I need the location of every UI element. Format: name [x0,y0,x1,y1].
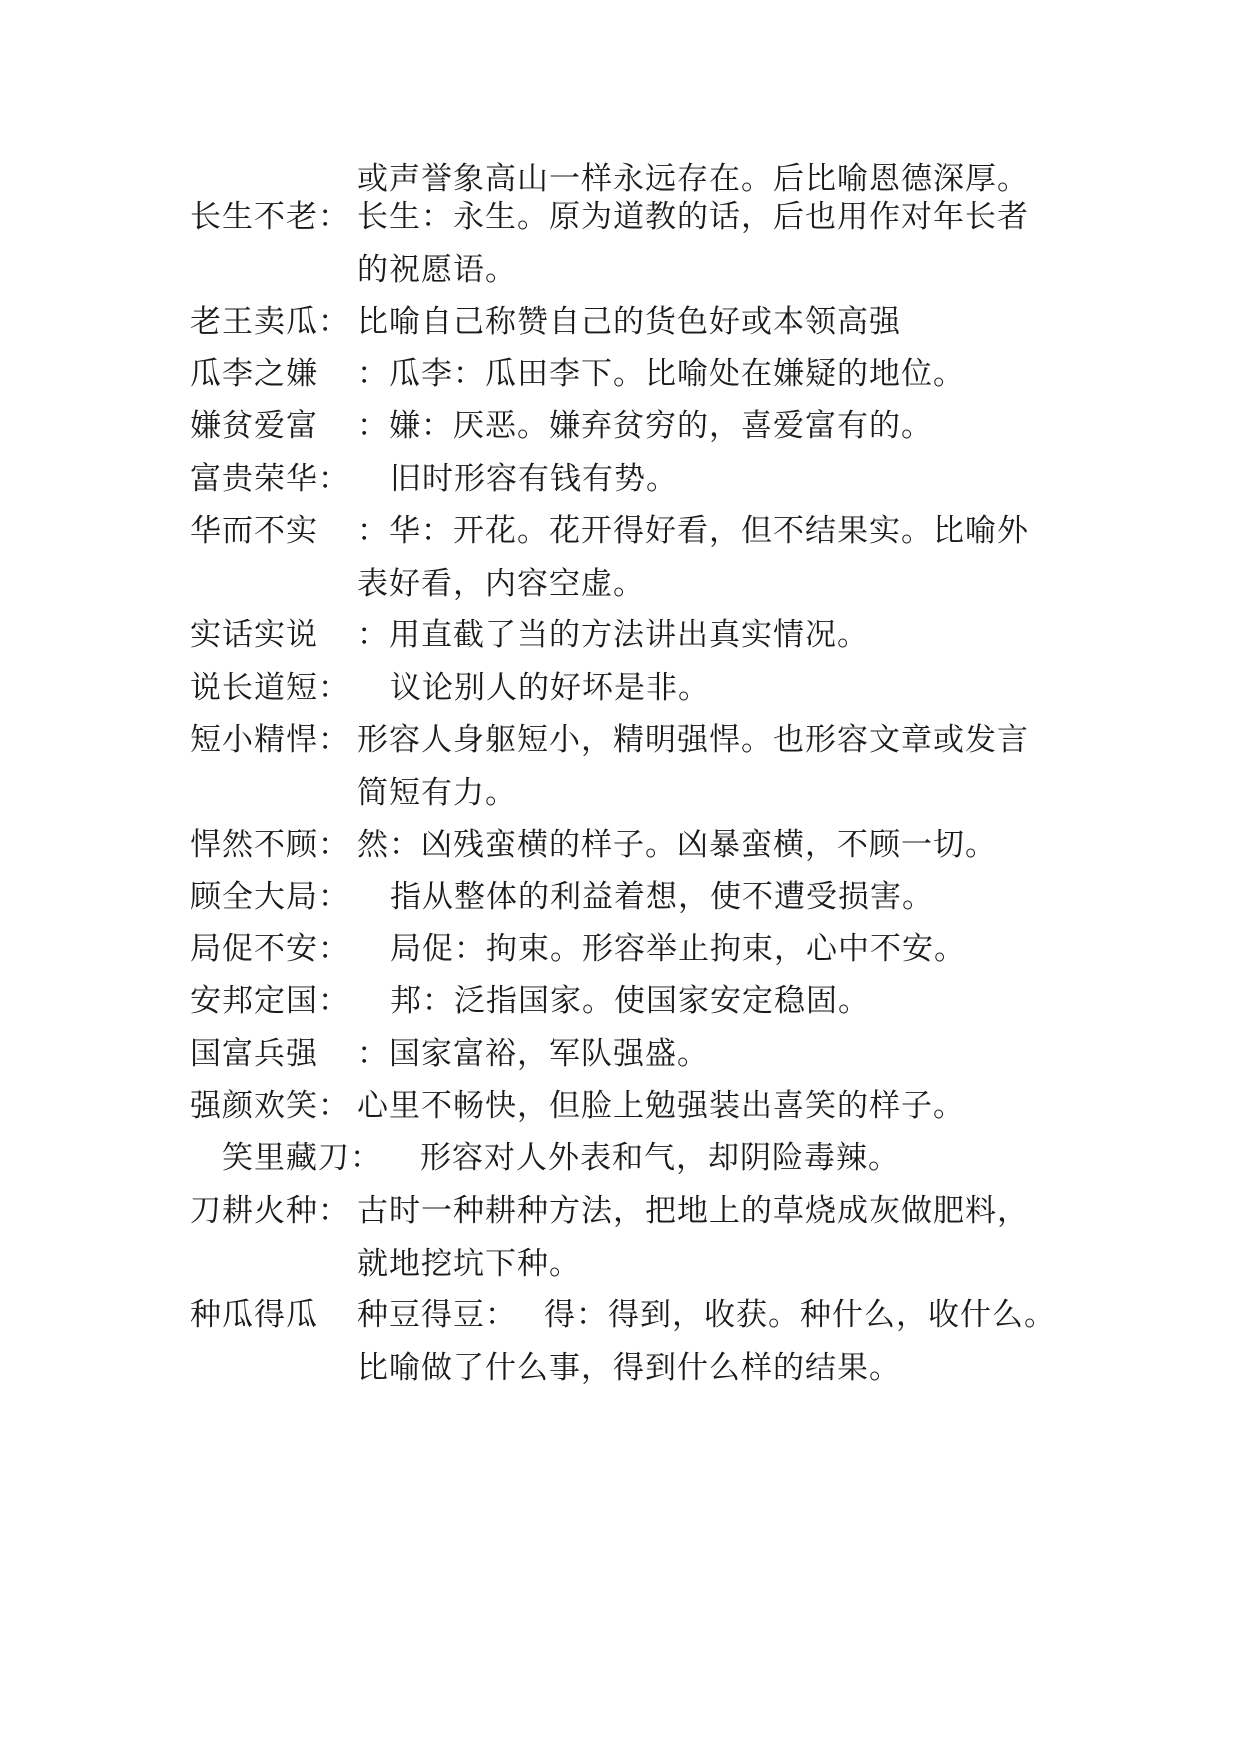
idiom-definition: 旧时形容有钱有势。 [390,461,678,497]
idiom-definition: 然：凶残蛮横的样子。凶暴蛮横，不顾一切。 [357,827,997,863]
idiom-definition-continued: 的祝愿语。 [357,252,517,288]
idiom-definition: 长生：永生。原为道教的话，后也用作对年长者 [357,199,1029,235]
idiom-term: 种瓜得瓜 [190,1297,318,1333]
idiom-definition: 指从整体的利益着想，使不遭受损害。 [390,879,934,915]
idiom-term: 实话实说 [190,617,318,653]
idiom-definition: ：瓜李：瓜田李下。比喻处在嫌疑的地位。 [357,356,965,392]
idiom-term: 刀耕火种： [190,1193,350,1229]
idiom-term: 说长道短： [190,670,350,706]
idiom-term: 短小精悍： [190,722,350,758]
idiom-definition: 心里不畅快，但脸上勉强装出喜笑的样子。 [357,1088,965,1124]
idiom-term: 华而不实 [190,513,318,549]
idiom-definition: 或声誉象高山一样永远存在。后比喻恩德深厚。 [357,161,1029,197]
idiom-definition: 议论别人的好坏是非。 [390,670,710,706]
idiom-definition-continued: 就地挖坑下种。 [357,1246,581,1282]
idiom-definition: 比喻自己称赞自己的货色好或本领高强 [357,304,901,340]
idiom-definition: ：嫌：厌恶。嫌弃贫穷的，喜爱富有的。 [357,408,933,444]
idiom-definition-continued: 表好看，内容空虚。 [357,566,645,602]
idiom-paired-term: 种豆得豆： [357,1297,517,1333]
idiom-term: 笑里藏刀： [222,1140,382,1176]
idiom-definition: 局促：拘束。形容举止拘束，心中不安。 [390,931,966,967]
idiom-definition: ：华：开花。花开得好看，但不结果实。比喻外 [357,513,1029,549]
idiom-term: 顾全大局： [190,879,350,915]
idiom-definition-continued: 比喻做了什么事，得到什么样的结果。 [357,1350,901,1386]
idiom-term: 长生不老： [190,199,350,235]
idiom-term: 局促不安： [190,931,350,967]
idiom-definition: 得：得到，收获。种什么，收什么。 [544,1297,1056,1333]
idiom-term: 强颜欢笑： [190,1088,350,1124]
idiom-term: 嫌贫爱富 [190,408,318,444]
idiom-term: 国富兵强 [190,1036,318,1072]
idiom-definition: 邦：泛指国家。使国家安定稳固。 [390,983,870,1019]
idiom-definition: 古时一种耕种方法，把地上的草烧成灰做肥料， [357,1193,1029,1229]
idiom-definition-continued: 简短有力。 [357,775,517,811]
idiom-term: 悍然不顾： [190,827,350,863]
idiom-definition: 形容对人外表和气，却阴险毒辣。 [420,1140,900,1176]
idiom-term: 老王卖瓜： [190,304,350,340]
idiom-definition: ：用直截了当的方法讲出真实情况。 [357,617,869,653]
idiom-term: 瓜李之嫌 [190,356,318,392]
idiom-definition: 形容人身躯短小，精明强悍。也形容文章或发言 [357,722,1029,758]
idiom-term: 安邦定国： [190,983,350,1019]
idiom-term: 富贵荣华： [190,461,350,497]
idiom-definition: ：国家富裕，军队强盛。 [357,1036,709,1072]
